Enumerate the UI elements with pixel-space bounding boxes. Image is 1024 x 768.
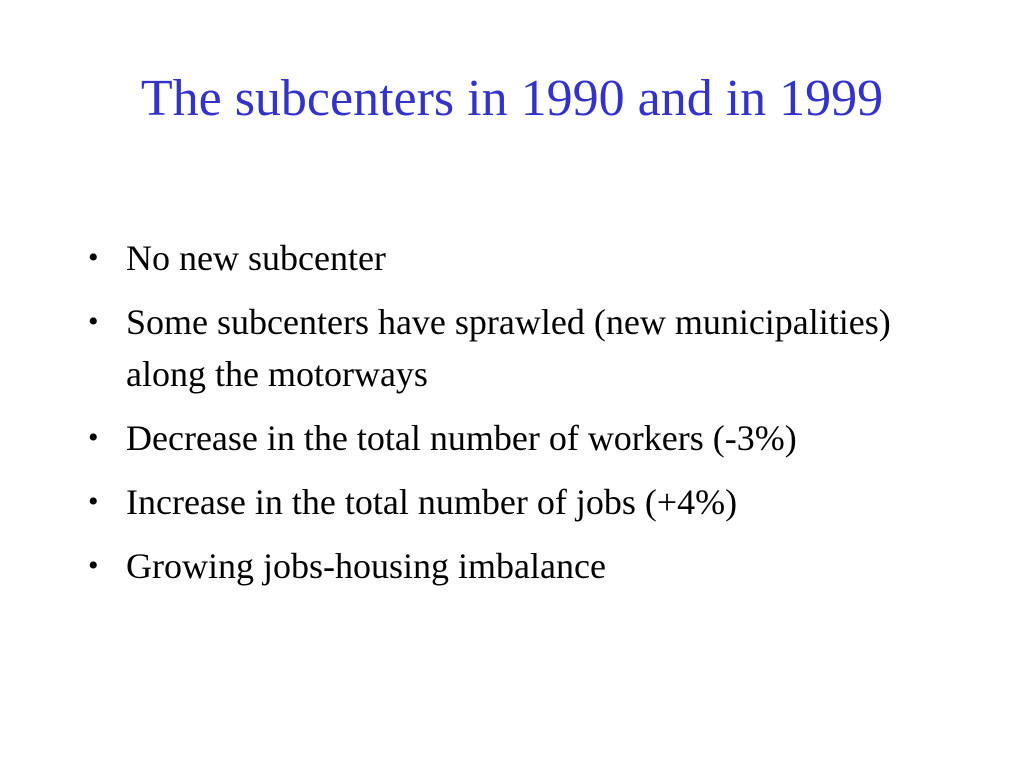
bullet-icon: • <box>88 549 99 582</box>
list-item <box>88 412 918 464</box>
bullet-text: Some subcenters have sprawled (new municipalities) along the motorways <box>126 302 891 394</box>
bullet-icon: • <box>88 305 99 338</box>
bullet-icon: • <box>88 421 99 454</box>
bullet-text: Growing jobs-housing imbalance <box>126 546 606 586</box>
bullet-icon: • <box>88 485 99 518</box>
list-item <box>88 476 918 528</box>
slide-title: The subcenters in 1990 and in 1999 <box>140 70 884 127</box>
list-item <box>88 540 918 592</box>
bullet-text: Increase in the total number of jobs (+4%) <box>126 482 738 522</box>
bullet-icon: • <box>88 241 99 274</box>
list-item <box>88 232 918 284</box>
bullet-text: Decrease in the total number of workers (-3%) <box>126 418 797 458</box>
bullet-list <box>88 232 918 604</box>
list-item <box>88 296 918 400</box>
bullet-text: No new subcenter <box>126 238 386 278</box>
